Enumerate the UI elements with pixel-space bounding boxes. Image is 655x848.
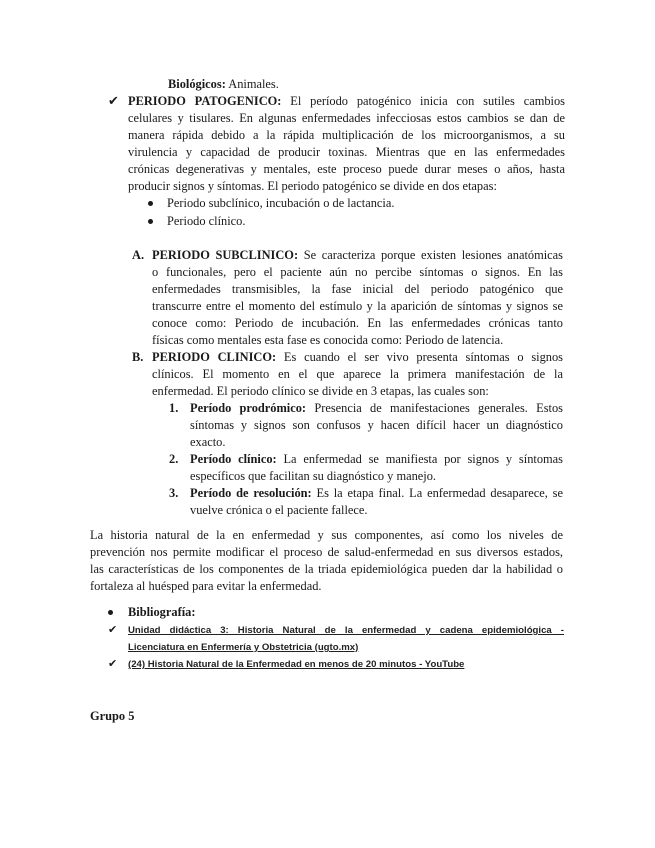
list-item: Periodo clínico. [167,214,246,228]
subclinico-line-5: conoce como: Periodo de incubación. En las enfermedades crónicas tanto [152,316,563,330]
group-label: Grupo 5 [90,709,135,723]
checkmark-icon: ✔ [108,623,118,636]
bibliography-link-1[interactable]: Unidad didáctica 3: Historia Natural de la enfermedad y cadena epidemiológica - [128,625,564,636]
patogenico-title: PERIODO PATOGENICO: [128,94,282,108]
bullet-icon [108,610,113,615]
list-item: Periodo subclínico, incubación o de lactancia. [167,196,395,210]
section-marker-a: A. [132,248,145,262]
stage-1-line-1: Período prodrómico: Presencia de manifestaciones generales. Estos [190,401,563,415]
stage-1-line-3: exacto. [190,435,226,449]
checkmark-icon: ✔ [108,94,119,109]
patogenico-line-2: celulares y tisulares. En algunas enfermedades infecciosas estos cambios se dan de [128,111,565,125]
stage-title: Período de resolución: [190,486,312,500]
stage-1-line-2: síntomas y signos son confusos y hacen difícil hacer un diagnóstico [190,418,563,432]
stage-2-line-1: Período clínico: La enfermedad se manifiesta por signos y síntomas [190,452,563,466]
patogenico-line-3: manera rápida debido a la rápida multiplicación de los microorganismos, a su [128,128,565,142]
subclinico-line-4: transcurre entre el momento del estímulo y la aparición de síntomas y signos se [152,299,563,313]
patogenico-line-6: producir signos y síntomas. El periodo patogénico se divide en dos etapas: [128,179,497,193]
stage-3-line-2: vuelve crónica o el paciente fallece. [190,503,368,517]
clinico-title: PERIODO CLINICO: [152,350,277,364]
subclinico-line-3: enfermedades transmisibles, la fase inicial del periodo patogénico que [152,282,563,296]
stage-title: Período clínico: [190,452,277,466]
patogenico-line-4: virulencia y capacidad de producir toxinas. Mientras que en las enfermedades [128,145,565,159]
stage-number: 1. [169,401,179,415]
biologicos-line: Biológicos: Animales. [168,77,279,91]
stage-2-line-2: específicos que facilitan su diagnóstico y manejo. [190,469,437,483]
bibliography-link-1-cont[interactable]: Licenciatura en Enfermería y Obstetricia (ugto.mx) [128,642,359,653]
clinico-line-1: PERIODO CLINICO: Es cuando el ser vivo presenta síntomas o signos [152,350,563,364]
stage-number: 2. [169,452,179,466]
clinico-line-3: enfermedad. El periodo clínico se divide en 3 etapas, las cuales son: [152,384,489,398]
checkmark-icon: ✔ [108,657,118,670]
subclinico-line-6: físicas como mentales esta fase es conocida como: Periodo de latencia. [152,333,504,347]
historia-line-4: fortaleza al huésped para evitar la enfermedad. [90,579,322,593]
stage-number: 3. [169,486,179,500]
historia-line-1: La historia natural de la en enfermedad y sus componentes, así como los niveles de [90,528,563,542]
bibliography-link-2[interactable]: (24) Historia Natural de la Enfermedad en menos de 20 minutos - YouTube [128,659,465,670]
subclinico-title: PERIODO SUBCLINICO: [152,248,299,262]
stage-title: Período prodrómico: [190,401,307,415]
clinico-line-2: clínicos. El momento en el que aparece la primera manifestación de la [152,367,563,381]
subclinico-line-1: PERIODO SUBCLINICO: Se caracteriza porque existen lesiones anatómicas [152,248,563,262]
bibliografia-heading: Bibliografía: [128,605,196,619]
section-marker-b: B. [132,350,144,364]
historia-line-2: prevención nos permite modificar el proceso de salud-enfermedad en sus diversos estados, [90,545,563,559]
historia-line-3: las características de los componentes de la triada epidemiológica pueden dar la habilidad o [90,562,563,576]
subclinico-line-2: o funcionales, pero el paciente aún no percibe síntomas o signos. En las [152,265,563,279]
bullet-icon [148,219,153,224]
stage-3-line-1: Período de resolución: Es la etapa final. La enfermedad desaparece, se [190,486,563,500]
patogenico-line-1: PERIODO PATOGENICO: El período patogénico inicia con sutiles cambios [128,94,565,108]
bullet-icon [148,201,153,206]
patogenico-line-5: crónicas degenerativas y mentales, este proceso puede durar meses o años, hasta [128,162,565,176]
